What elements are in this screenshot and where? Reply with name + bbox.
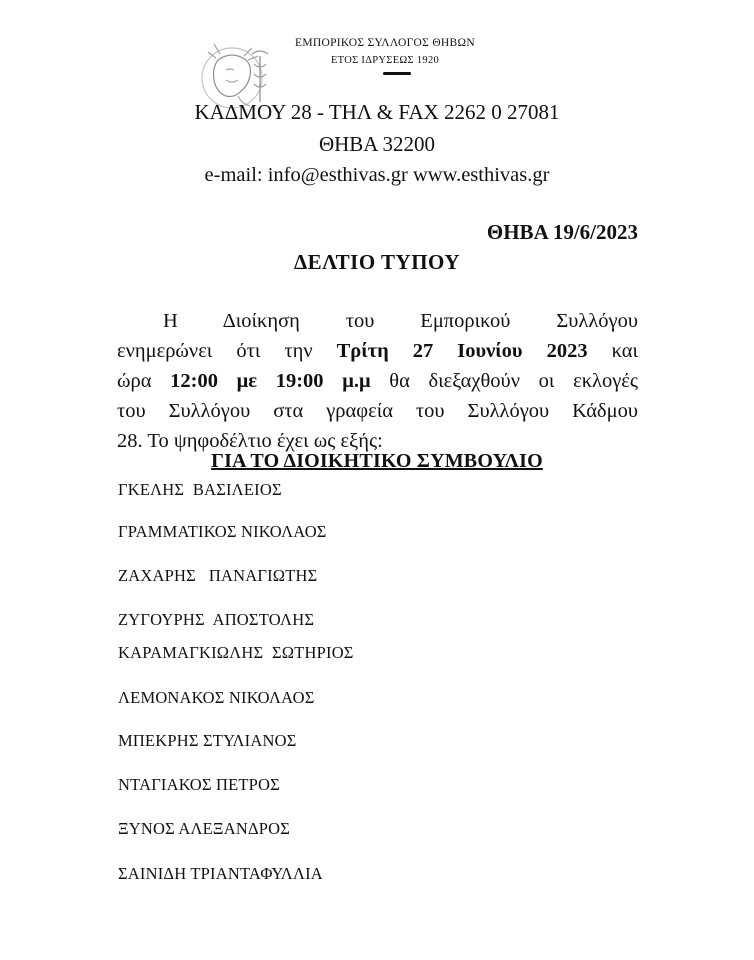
address-email-web: e-mail: info@esthivas.gr www.esthivas.gr: [204, 164, 550, 186]
paragraph-line-4: του Συλλόγου στα γραφεία του Συλλόγου Κάδμου: [117, 400, 638, 422]
paragraph-line-3: [117, 366, 638, 396]
candidate-name: ΓΡΑΜΜΑΤΙΚΟΣ ΝΙΚΟΛΑΟΣ: [118, 522, 327, 541]
paragraph-text: θα διεξαχθούν οι εκλογές: [370, 370, 639, 392]
election-hours: 12:00 με 19:00 μ.μ: [170, 370, 371, 392]
candidate-name: ΖΑΧΑΡΗΣ ΠΑΝΑΓΙΩΤΗΣ: [118, 566, 318, 585]
candidate-name: ΜΠΕΚΡΗΣ ΣΤΥΛΙΑΝΟΣ: [118, 731, 297, 750]
paragraph-text: ενημερώνει ότι την: [117, 340, 337, 362]
document-title: ΔΕΛΤΙΟ ΤΥΠΟΥ: [293, 250, 461, 274]
candidate-name: ΚΑΡΑΜΑΓΚΙΩΛΗΣ ΣΩΤΗΡΙΟΣ: [118, 643, 354, 662]
announcement-paragraph: [117, 306, 638, 456]
paragraph-text: και: [587, 340, 639, 362]
candidate-name: ΖΥΓΟΥΡΗΣ ΑΠΟΣΤΟΛΗΣ: [118, 610, 315, 629]
candidate-name: ΝΤΑΓΙΑΚΟΣ ΠΕΤΡΟΣ: [118, 775, 280, 794]
address-city: ΘΗΒΑ 32200: [318, 132, 436, 156]
organization-name: ΕΜΠΟΡΙΚΟΣ ΣΥΛΛΟΓΟΣ ΘΗΒΩΝ: [295, 37, 475, 49]
paragraph-line-2: [117, 336, 638, 366]
paragraph-line-5: 28. Το ψηφοδέλτιο έχει ως εξής:: [117, 430, 383, 452]
paragraph-line-1: Η Διοίκηση του Εμπορικού Συλλόγου: [163, 310, 638, 332]
candidate-name: ΓΚΕΛΗΣ ΒΑΣΙΛΕΙΟΣ: [118, 480, 282, 499]
organization-founded-year: ΕΤΟΣ ΙΔΡΥΣΕΩΣ 1920: [330, 55, 440, 66]
handwritten-underline-mark: [383, 72, 411, 75]
address-street-phone: ΚΑΔΜΟΥ 28 - ΤΗΛ & FAX 2262 0 27081: [194, 100, 560, 124]
election-date: Τρίτη 27 Ιουνίου 2023: [336, 340, 588, 362]
document-date: ΘΗΒΑ 19/6/2023: [486, 220, 638, 244]
candidate-name: ΣΑΙΝΙΔΗ ΤΡΙΑΝΤΑΦΥΛΛΙΑ: [118, 864, 323, 883]
paragraph-text: ώρα: [117, 370, 171, 392]
candidate-name: ΞΥΝΟΣ ΑΛΕΞΑΝΔΡΟΣ: [118, 819, 291, 838]
board-section-heading: ΓΙΑ ΤΟ ΔΙΟΙΚΗΤΙΚΟ ΣΥΜΒΟΥΛΙΟ: [211, 450, 543, 472]
candidate-name: ΛΕΜΟΝΑΚΟΣ ΝΙΚΟΛΑΟΣ: [118, 688, 315, 707]
